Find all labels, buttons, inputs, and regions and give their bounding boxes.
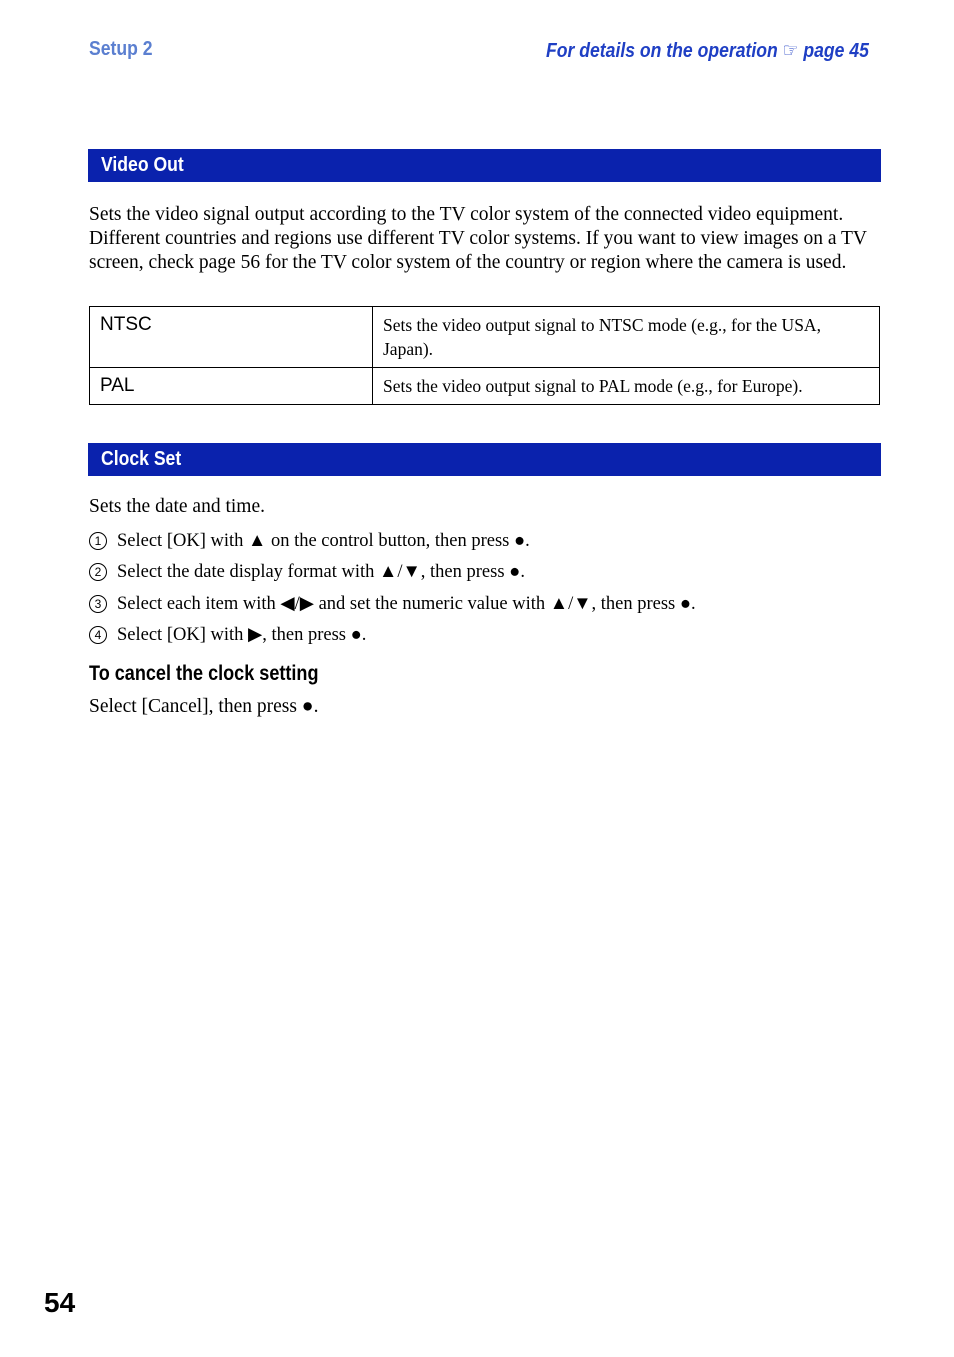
clock-set-description: Sets the date and time. xyxy=(89,496,265,517)
header-section-label: Setup 2 xyxy=(89,38,153,60)
section-title-video-out xyxy=(88,149,881,182)
step-text: Select the date display format with ▲/▼, then press ●. xyxy=(117,562,525,582)
option-description-ntsc: Sets the video output signal to NTSC mode (e.g., for the USA, Japan). xyxy=(373,307,880,368)
step-number: 4 xyxy=(89,626,107,644)
table-row xyxy=(90,307,880,368)
cancel-clock-text: Select [Cancel], then press ●. xyxy=(89,696,319,717)
step-number: 1 xyxy=(89,532,107,550)
table-row xyxy=(90,368,880,405)
step-text: Select each item with ◀/▶ and set the numeric value with ▲/▼, then press ●. xyxy=(117,594,696,614)
video-out-description: Sets the video signal output according to the TV color system of the connected video equipment. Different countries and regions use different TV color systems. If you want to view images on a TV screen, check page 56 for the TV color system of the country or region where the camera is used. xyxy=(89,204,867,273)
step-3 xyxy=(89,593,696,615)
step-number: 3 xyxy=(89,595,107,613)
section-title-clock-set xyxy=(88,443,881,476)
pointing-hand-icon: ☞ xyxy=(782,40,799,62)
page-number: 54 xyxy=(44,1287,76,1318)
header-reference[interactable] xyxy=(546,38,869,63)
option-name-ntsc: NTSC xyxy=(90,307,373,368)
option-name-pal: PAL xyxy=(90,368,373,405)
step-number: 2 xyxy=(89,563,107,581)
header-reference-text: For details on the operation xyxy=(546,40,778,62)
step-text: Select [OK] with ▲ on the control button, then press ●. xyxy=(117,531,530,551)
step-4 xyxy=(89,624,366,646)
clock-set-title: Clock Set xyxy=(101,448,182,470)
cancel-clock-heading: To cancel the clock setting xyxy=(89,662,319,685)
video-out-options-table xyxy=(89,306,880,405)
step-2 xyxy=(89,561,525,583)
step-text: Select [OK] with ▶, then press ●. xyxy=(117,625,367,645)
video-out-title: Video Out xyxy=(101,154,184,176)
header-reference-page: page 45 xyxy=(803,40,869,62)
option-description-pal: Sets the video output signal to PAL mode (e.g., for Europe). xyxy=(373,368,880,405)
step-1 xyxy=(89,530,530,552)
